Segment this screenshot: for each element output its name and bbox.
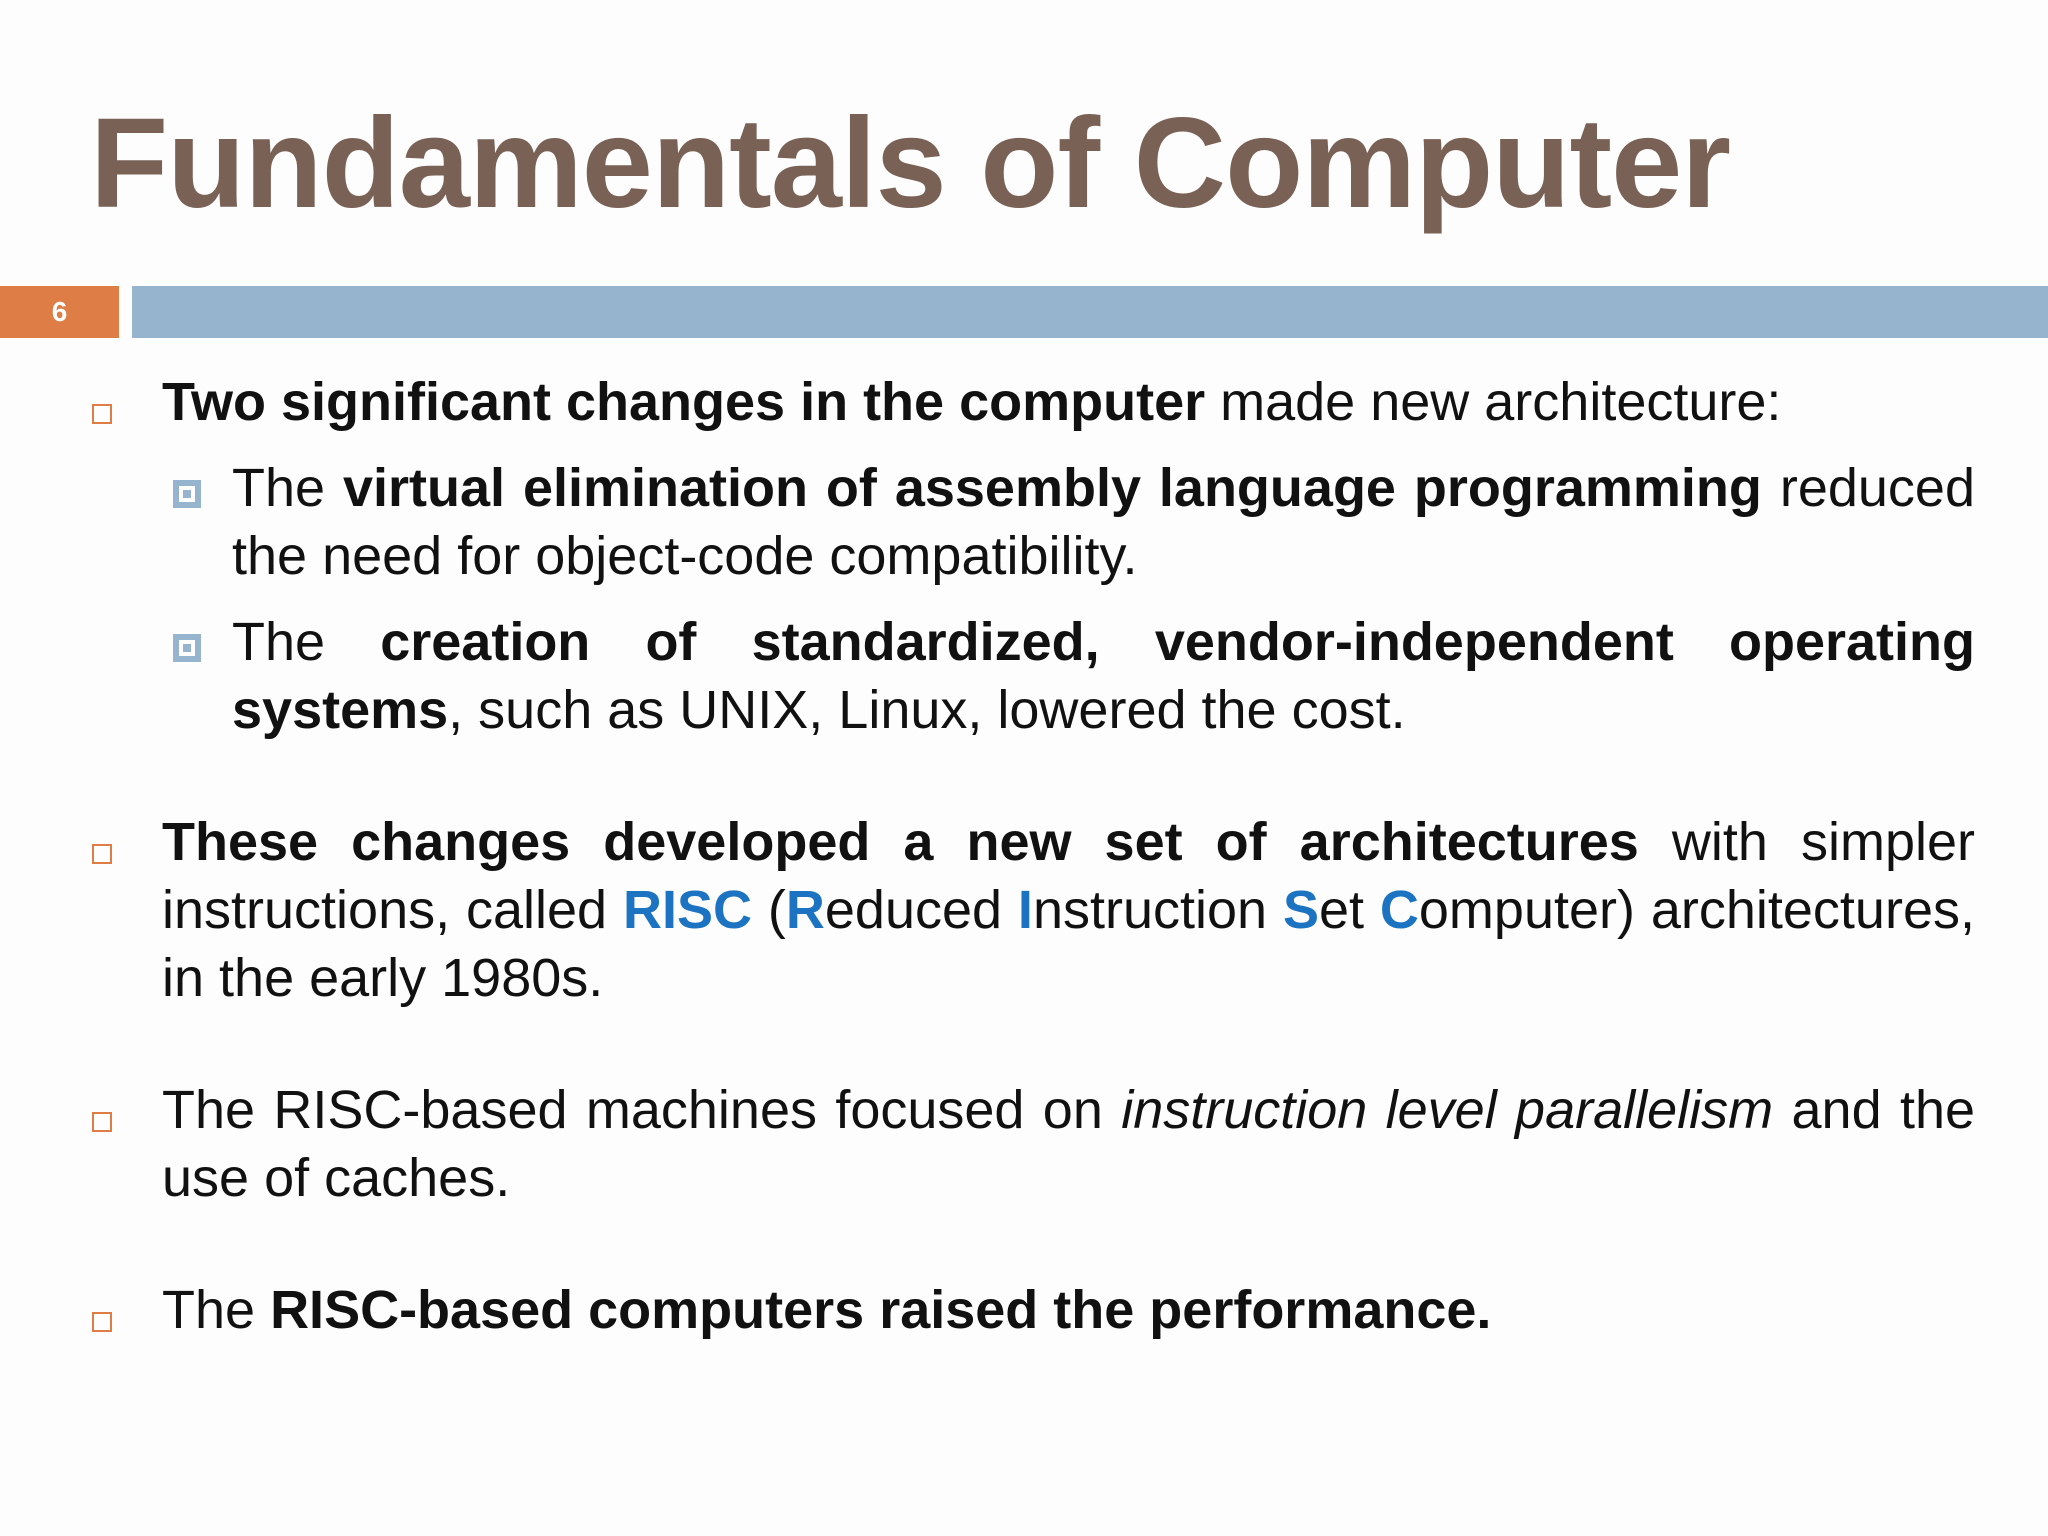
sub-bullet-1-bold: virtual elimination of assembly language programming bbox=[342, 458, 1762, 518]
bullet-4-bold: RISC-based computers raised the performance. bbox=[270, 1280, 1492, 1340]
bullet-2 bbox=[90, 808, 1975, 1012]
sub-bullet-icon bbox=[173, 634, 201, 662]
header-bar bbox=[132, 286, 2048, 338]
bullet-2-text-5: et bbox=[1318, 880, 1380, 940]
bullet-3-italic: instruction level parallelism bbox=[1121, 1080, 1774, 1140]
square-bullet-icon bbox=[92, 404, 112, 424]
bullet-1 bbox=[90, 368, 1975, 436]
sub-bullet-1-pre: The bbox=[232, 458, 343, 518]
bullet-1-bold: Two significant changes in the computer bbox=[162, 372, 1206, 432]
acronym-letter-r: R bbox=[785, 880, 825, 940]
bullet-2-text-6: omputer) architectures, in the early 1980s. bbox=[162, 880, 1975, 1008]
bullet-3 bbox=[90, 1076, 1975, 1212]
square-bullet-icon bbox=[92, 844, 112, 864]
square-bullet-icon bbox=[92, 1112, 112, 1132]
sub-bullet-1-post: reduced the need for object-code compatibility. bbox=[232, 458, 1975, 586]
bullet-2-text-4: nstruction bbox=[1032, 880, 1283, 940]
bullet-2-text-1: with simpler instructions, called bbox=[162, 812, 1975, 940]
bullet-3-post: and the use of caches. bbox=[162, 1080, 1976, 1208]
bullet-4 bbox=[90, 1276, 1975, 1344]
sub-bullet-2 bbox=[90, 608, 1975, 744]
bullet-2-bold: These changes developed a new set of architectures bbox=[162, 812, 1639, 872]
bullet-2-text-2: ( bbox=[752, 880, 786, 940]
risc-acronym: RISC bbox=[622, 880, 752, 940]
slide-content bbox=[90, 368, 1975, 1344]
acronym-letter-i: I bbox=[1017, 880, 1033, 940]
sub-bullet-icon bbox=[173, 480, 201, 508]
bullet-4-pre: The bbox=[162, 1280, 271, 1340]
bullet-1-text: made new architecture: bbox=[1205, 372, 1782, 432]
sub-bullet-2-bold: creation of standardized, vendor-independent operating systems bbox=[232, 612, 1975, 740]
bullet-3-pre: The RISC-based machines focused on bbox=[162, 1080, 1122, 1140]
acronym-letter-c: C bbox=[1379, 880, 1419, 940]
square-bullet-icon bbox=[92, 1312, 112, 1332]
slide-number: 6 bbox=[0, 286, 119, 338]
sub-bullet-2-post: , such as UNIX, Linux, lowered the cost. bbox=[448, 680, 1406, 740]
slide-title: Fundamentals of Computer bbox=[90, 92, 1731, 235]
sub-bullet-2-pre: The bbox=[232, 612, 381, 672]
sub-bullet-1 bbox=[90, 454, 1975, 590]
bullet-2-text-3: educed bbox=[824, 880, 1018, 940]
acronym-letter-s: S bbox=[1282, 880, 1319, 940]
